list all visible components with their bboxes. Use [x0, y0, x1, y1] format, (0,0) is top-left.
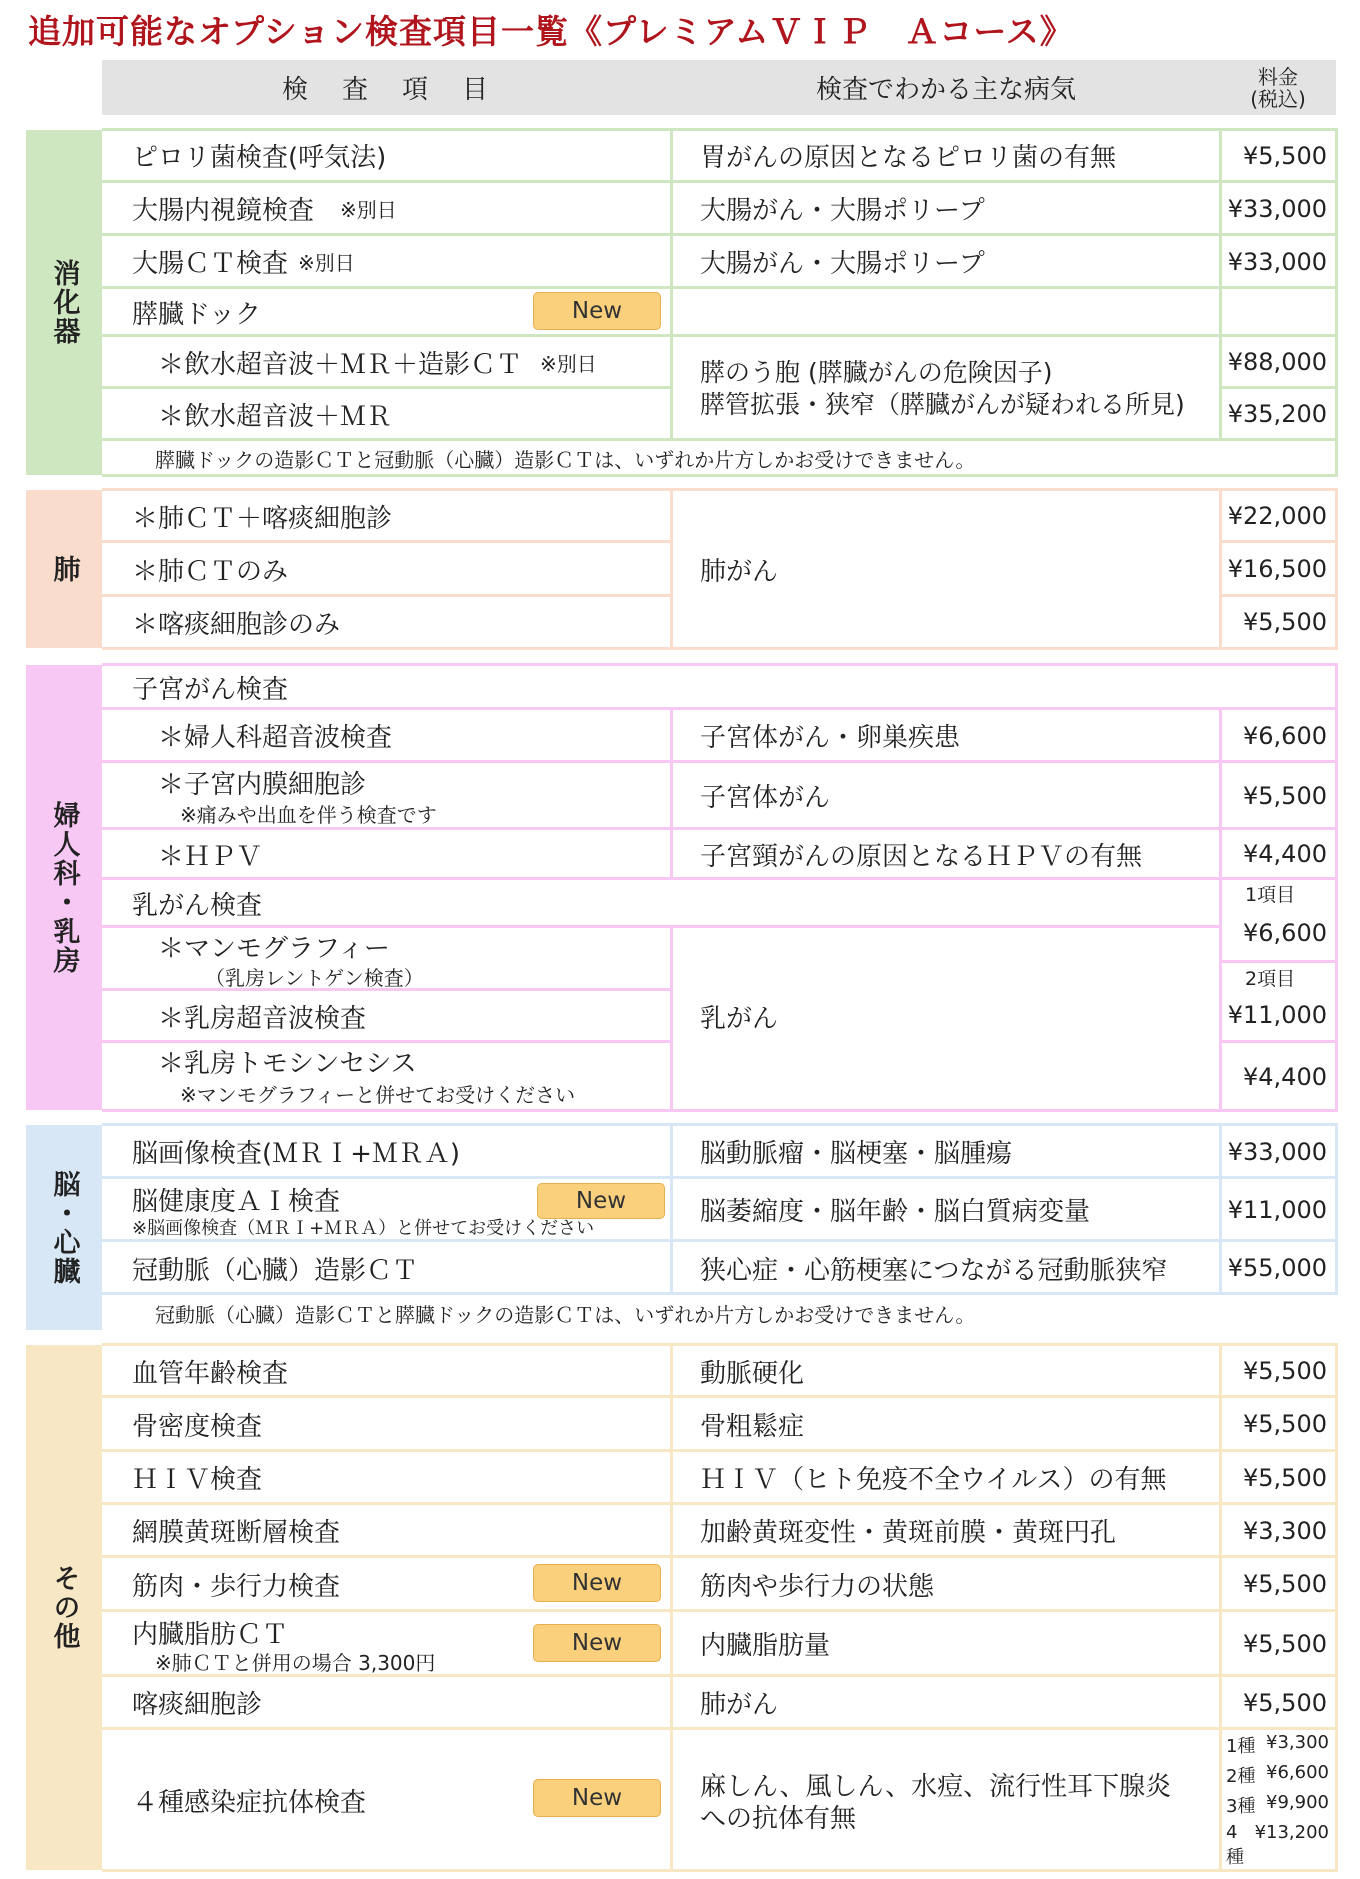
exam-disease: 肺がん [700, 556, 779, 587]
infection-fee-row: 2種 ¥6,600 [1226, 1762, 1329, 1787]
exam-fee: ¥5,500 [1243, 141, 1327, 170]
exam-disease: 筋肉や歩行力の状態 [700, 1571, 935, 1602]
exam-disease: への抗体有無 [700, 1803, 857, 1834]
exam-note: ※肺ＣＴと併用の場合 3,300円 [155, 1650, 436, 1675]
breast-title: 乳がん検査 [132, 890, 263, 921]
fee-label: 2項目 [1245, 967, 1296, 990]
exam-fee: ¥33,000 [1227, 247, 1327, 276]
exam-fee: ¥11,000 [1227, 1001, 1327, 1029]
exam-item: ＊マンモグラフィー [158, 933, 390, 964]
exam-fee: ¥33,000 [1227, 1137, 1327, 1166]
exam-disease: 脳萎縮度・脳年齢・脳白質病変量 [700, 1197, 1091, 1227]
exam-fee: ¥6,600 [1243, 919, 1327, 947]
exam-item: 筋肉・歩行力検査 [132, 1571, 341, 1602]
exam-item: ＊ＨＰＶ [158, 841, 263, 872]
exam-fee: ¥11,000 [1227, 1195, 1327, 1224]
exam-fee: ¥35,200 [1227, 400, 1327, 428]
exam-disease: 骨粗鬆症 [700, 1411, 805, 1442]
exam-item: 血管年齢検査 [132, 1358, 289, 1389]
exam-note: ※脳画像検査（ＭＲＩ+ＭＲＡ）と併せてお受けください [132, 1218, 595, 1239]
uterus-title: 子宮がん検査 [132, 674, 289, 705]
exam-item: 喀痰細胞診 [132, 1690, 263, 1720]
exam-item: 冠動脈（心臓）造影ＣＴ [132, 1255, 419, 1286]
exam-item: 大腸ＣＴ検査 ※別日 [132, 249, 355, 279]
infection-fee-row: 4種 ¥13,200 [1226, 1822, 1329, 1868]
new-badge: New [533, 1564, 661, 1602]
exam-fee: ¥5,500 [1243, 1629, 1327, 1658]
exam-fee: ¥16,500 [1227, 555, 1327, 583]
header-item: 検 査 項 目 [102, 60, 672, 115]
exam-disease: 狭心症・心筋梗塞につながる冠動脈狭窄 [700, 1255, 1168, 1286]
exam-disease: 膵のう胞 (膵臓がんの危険因子) [700, 358, 1053, 387]
exam-disease: 子宮体がん・卵巣疾患 [700, 723, 961, 753]
exam-item: ＊肺ＣＴ＋喀痰細胞診 [132, 503, 393, 534]
exam-item: ＊婦人科超音波検査 [158, 723, 393, 753]
exam-item: ピロリ菌検査(呼気法) [132, 143, 387, 173]
footnote: 膵臓ドックの造影ＣＴと冠動脈（心臓）造影ＣＴは、いずれか片方しかお受けできません。 [155, 447, 976, 472]
exam-fee: ¥5,500 [1243, 1410, 1327, 1438]
exam-fee: ¥3,300 [1243, 1516, 1327, 1545]
exam-disease: 動脈硬化 [700, 1358, 805, 1389]
exam-fee: ¥5,500 [1243, 781, 1327, 810]
exam-item: 骨密度検査 [132, 1411, 263, 1442]
exam-note: ※マンモグラフィーと併せてお受けください [180, 1082, 576, 1107]
new-badge: New [533, 1779, 661, 1817]
exam-item: 脳健康度ＡＩ検査 [132, 1186, 341, 1217]
exam-fee: ¥5,500 [1243, 608, 1327, 636]
exam-disease: ＨＩＶ（ヒト免疫不全ウイルス）の有無 [700, 1465, 1167, 1495]
category-brain: 脳・心臓 [26, 1125, 102, 1330]
new-badge: New [533, 1624, 661, 1662]
header-disease: 検査でわかる主な病気 [672, 60, 1220, 115]
exam-fee: ¥4,400 [1243, 1063, 1327, 1091]
exam-disease: 子宮体がん [700, 783, 831, 813]
exam-disease: 子宮頸がんの原因となるＨＰＶの有無 [700, 841, 1143, 872]
exam-disease: 内臓脂肪量 [700, 1631, 831, 1661]
exam-disease: 乳がん [700, 1003, 779, 1034]
exam-item: ＊飲水超音波＋ＭＲ＋造影ＣＴ ※別日 [158, 349, 597, 380]
exam-disease: 麻しん、風しん、水痘、流行性耳下腺炎 [700, 1771, 1172, 1802]
page-title: 追加可能なオプション検査項目一覧《プレミアムＶＩＰ Ａコース》 [28, 12, 1074, 51]
exam-disease: 膵管拡張・狭窄（膵臓がんが疑われる所見) [700, 390, 1185, 419]
exam-item: ＊肺ＣＴのみ [132, 556, 289, 587]
footnote: 冠動脈（心臓）造影ＣＴと膵臓ドックの造影ＣＴは、いずれか片方しかお受けできません。 [155, 1302, 976, 1327]
exam-fee: ¥5,500 [1243, 1570, 1327, 1598]
header-fee: 料金 (税込) [1220, 60, 1336, 115]
exam-note: ※痛みや出血を伴う検査です [180, 802, 437, 827]
exam-item: 脳画像検査(ＭＲＩ+ＭＲＡ) [132, 1139, 461, 1169]
infection-fee-row: 1種 ¥3,300 [1226, 1732, 1329, 1757]
new-badge: New [533, 292, 661, 330]
new-badge: New [537, 1183, 665, 1219]
exam-item: 網膜黄斑断層検査 [132, 1518, 341, 1548]
exam-disease: 脳動脈瘤・脳梗塞・脳腫瘍 [700, 1139, 1013, 1169]
exam-fee: ¥55,000 [1227, 1254, 1327, 1282]
exam-disease: 大腸がん・大腸ポリープ [700, 196, 985, 226]
exam-note: （乳房レントゲン検査） [205, 965, 424, 990]
exam-fee: ¥22,000 [1227, 502, 1327, 530]
exam-item: ＊飲水超音波＋ＭＲ [158, 401, 393, 432]
exam-item: ＊子宮内膜細胞診 [158, 769, 367, 800]
exam-item: ４種感染症抗体検査 [132, 1788, 367, 1818]
exam-fee: ¥5,500 [1243, 1463, 1327, 1492]
infection-fee-row: 3種 ¥9,900 [1226, 1792, 1329, 1817]
category-gyne: 婦人科・乳房 [26, 665, 102, 1110]
exam-fee: ¥88,000 [1227, 348, 1327, 376]
exam-disease: 大腸がん・大腸ポリープ [700, 249, 985, 279]
category-lung: 肺 [26, 490, 102, 648]
exam-item: 大腸内視鏡検査 ※別日 [132, 196, 397, 226]
exam-fee: ¥5,500 [1243, 1357, 1327, 1385]
fee-label: 1項目 [1245, 883, 1296, 906]
exam-item: 内臓脂肪ＣＴ [132, 1619, 289, 1650]
exam-disease: 胃がんの原因となるピロリ菌の有無 [700, 143, 1117, 173]
exam-fee: ¥5,500 [1243, 1688, 1327, 1717]
exam-item: ＊喀痰細胞診のみ [132, 609, 341, 640]
exam-disease: 加齢黄斑変性・黄斑前膜・黄斑円孔 [700, 1518, 1117, 1548]
pancreas-title: 膵臓ドック [132, 299, 261, 330]
exam-fee: ¥6,600 [1243, 721, 1327, 750]
infection-fees [1222, 1730, 1335, 1871]
exam-disease: 肺がん [700, 1690, 779, 1720]
category-other: その他 [26, 1345, 102, 1870]
exam-item: ＨＩＶ検査 [132, 1465, 263, 1495]
exam-fee: ¥33,000 [1227, 194, 1327, 223]
category-digestive: 消化器 [26, 130, 102, 475]
exam-item: ＊乳房超音波検査 [158, 1003, 367, 1034]
exam-fee: ¥4,400 [1243, 840, 1327, 868]
exam-item: ＊乳房トモシンセシス [158, 1048, 417, 1079]
